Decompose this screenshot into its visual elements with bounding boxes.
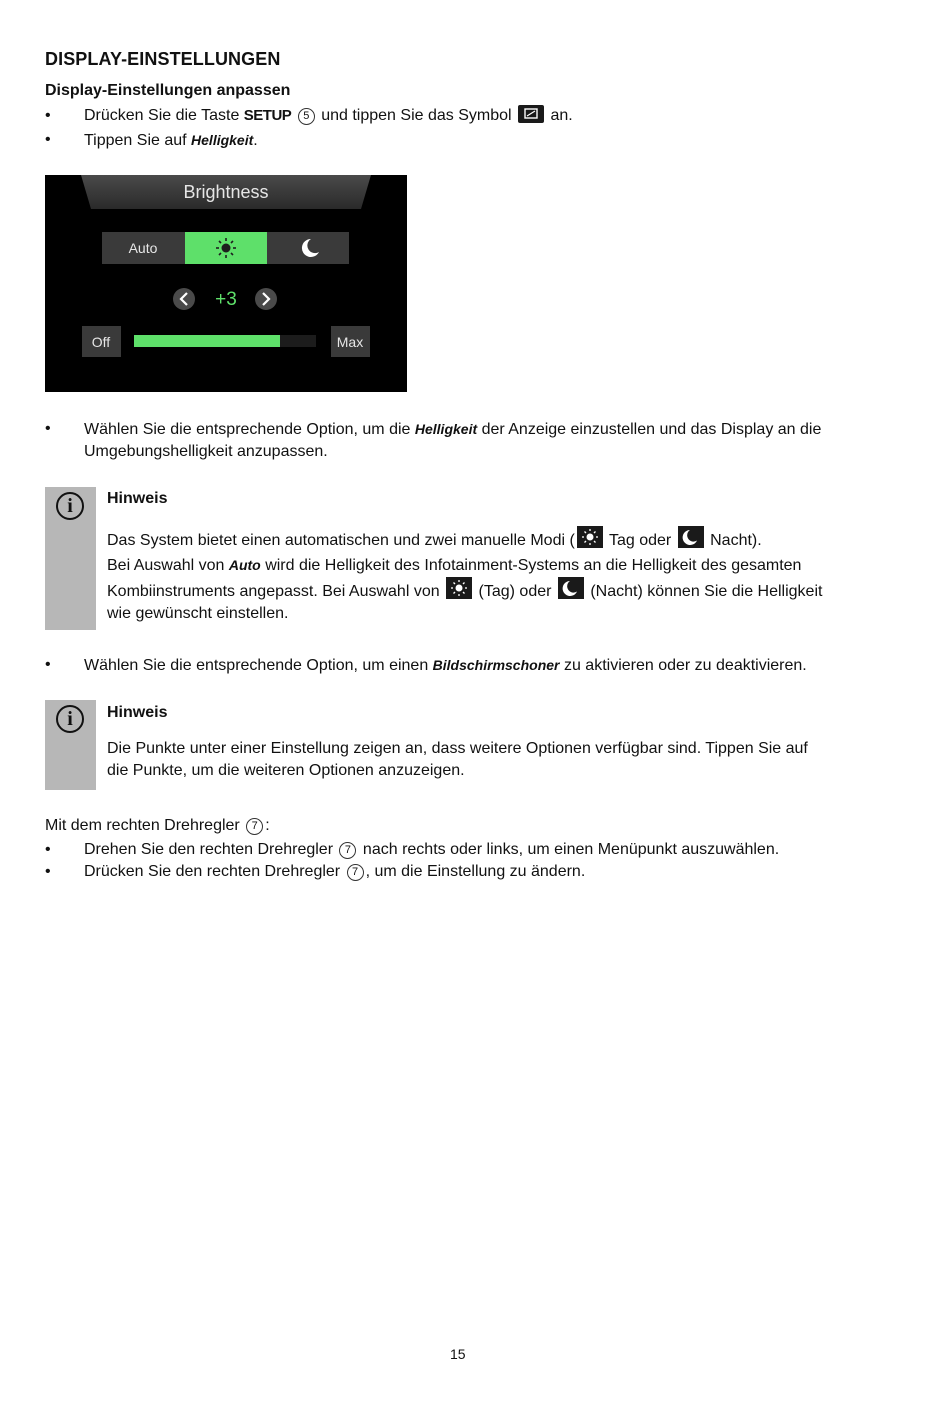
bullet: • [45,863,51,880]
page-number: 15 [450,1346,466,1362]
mode-night-button[interactable] [267,232,349,264]
step-1: Drücken Sie die Taste SETUP 5 und tippen Sie das Symbol an. [84,105,573,130]
step-2: Tippen Sie auf Helligkeit. [84,132,258,149]
brightness-value: +3 [215,289,237,310]
bullet: • [45,420,51,437]
note-text: Die Punkte unter einer Einstellung zeigen an, dass weitere Optionen verfügbar sind. Tippen Sie auf die Punkte, um die weiteren Optionen anzuzeigen. [107,740,808,779]
bullet: • [45,841,51,858]
setup-key: SETUP [243,107,292,124]
bullet: • [45,656,51,673]
knob-number: 7 [339,842,356,859]
info-icon: i [56,492,84,520]
sun-icon [216,238,236,258]
mode-auto-label: Auto [128,240,158,256]
step-4: Wählen Sie die entsprechende Option, um einen Bildschirmschoner zu aktivieren oder zu deaktivieren. [84,657,807,674]
knob-number: 7 [246,818,263,835]
knob-step-2: Drücken Sie den rechten Drehregler 7 , um die Einstellung zu ändern. [84,863,586,880]
moon-icon [558,577,584,610]
increase-button[interactable] [255,288,277,310]
section-subheading: Display-Einstellungen anpassen [45,82,291,99]
knob-intro: Mit dem rechten Drehregler 7 : [45,817,270,834]
note-title: Hinweis [107,490,168,507]
step-3: Wählen Sie die entsprechende Option, um die Helligkeit der Anzeige einzustellen und das Display an die Umgebungshelligkeit anzupassen. [84,421,822,460]
info-icon: i [56,705,84,733]
screen-title: Brightness [183,182,269,202]
decrease-button[interactable] [173,288,195,310]
knob-step-1: Drehen Sie den rechten Drehregler 7 nach rechts oder links, um einen Menüpunkt auszuwählen. [84,841,780,858]
max-label: Max [336,334,364,350]
note-title: Hinweis [107,704,168,721]
note-text: Das System bietet einen automatischen und zwei manuelle Modi ( Tag oder Nacht). Bei Auswahl von Auto wird die Helligkeit des Infotainment-Systems an die Helligkeit des gesamten Kombiinstruments angepasst. Bei Auswahl von (Tag) oder (Nacht) können Sie die Helligkeit wie gewünscht einstellen. [107,526,867,625]
bullet: • [45,131,51,148]
key-number: 5 [298,108,315,125]
display-settings-icon [518,105,544,130]
knob-number: 7 [347,864,364,881]
brightness-slider-fill [134,335,280,347]
bullet: • [45,107,51,124]
off-label: Off [91,334,111,350]
brightness-screen-graphic [45,175,407,392]
page-heading: DISPLAY-EINSTELLUNGEN [45,49,281,69]
brightness-screenshot [45,175,407,392]
sun-icon [446,577,472,610]
